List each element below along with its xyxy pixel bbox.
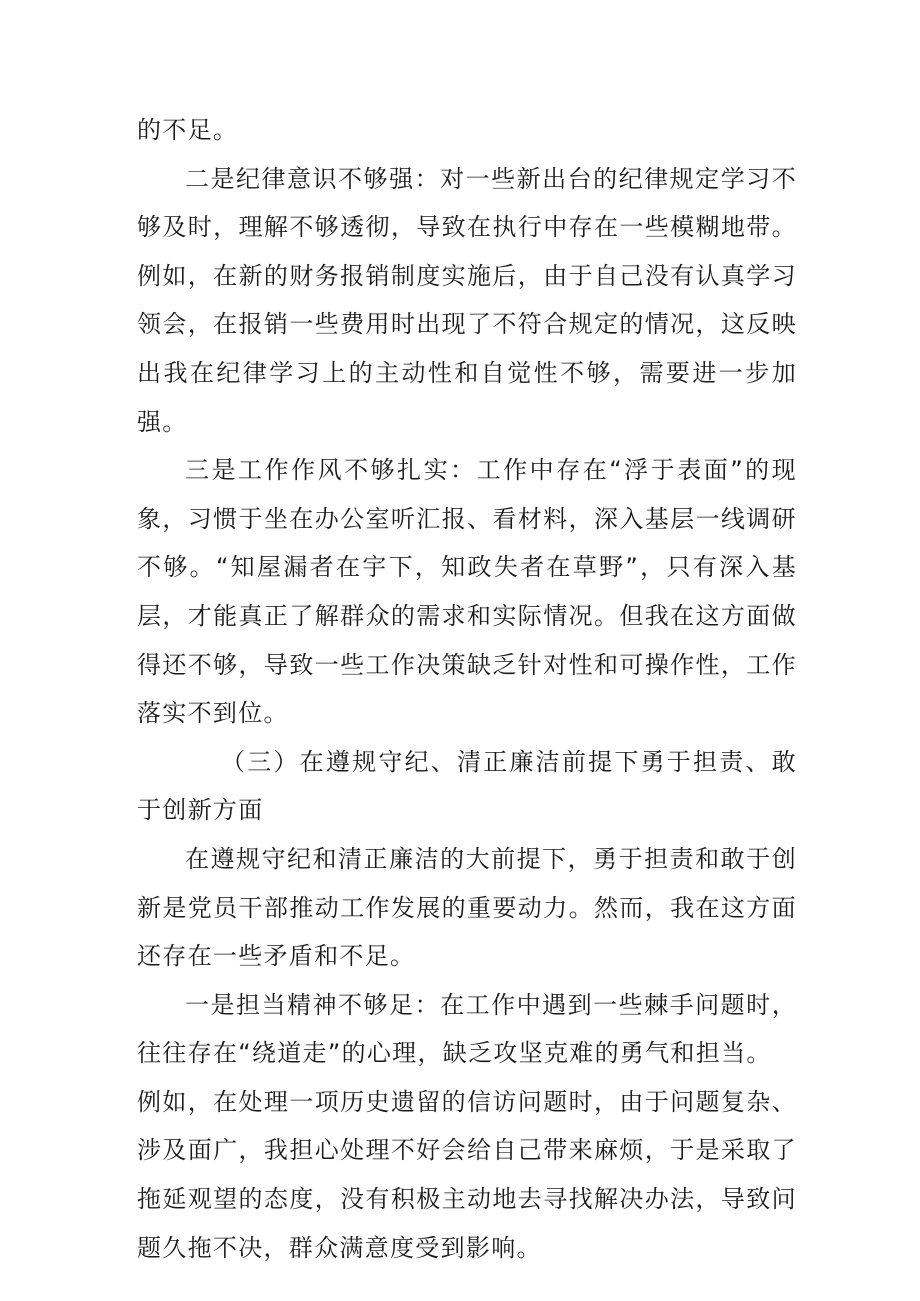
paragraph-responsibility: 一是担当精神不够足：在工作中遇到一些棘手问题时，往往存在“绕道走”的心理，缺乏攻坚克难的勇气和担当。 xyxy=(137,990,797,1068)
paragraph-continuation: 的不足。 xyxy=(137,116,239,144)
section-heading-three: （三）在遵规守纪、清正廉洁前提下勇于担责、敢于创新方面 xyxy=(137,747,797,825)
paragraph-discipline-awareness: 二是纪律意识不够强：对一些新出台的纪律规定学习不够及时，理解不够透彻，导致在执行中存在一些模糊地带。例如，在新的财务报销制度实施后，由于自己没有认真学习领会，在报销一些费用时出现了不符合规定的情况，这反映出我在纪律学习上的主动性和自觉性不够，需要进一步加强。 xyxy=(137,164,797,436)
document-body xyxy=(137,106,797,1272)
paragraph-section-intro: 在遵规守纪和清正廉洁的大前提下，勇于担责和敢于创新是党员干部推动工作发展的重要动力。然而，我在这方面还存在一些矛盾和不足。 xyxy=(137,844,797,971)
paragraph-example: 例如，在处理一项历史遗留的信访问题时，由于问题复杂、涉及面广，我担心处理不好会给自己带来麻烦，于是采取了拖延观望的态度，没有积极主动地去寻找解决办法，导致问题久拖不决，群众满意度受到影响。 xyxy=(137,1087,797,1262)
paragraph-work-style: 三是工作作风不够扎实：工作中存在“浮于表面”的现象，习惯于坐在办公室听汇报、看材料，深入基层一线调研不够。“知屋漏者在宇下，知政失者在草野”，只有深入基层，才能真正了解群众的需求和实际情况。但我在这方面做得还不够，导致一些工作决策缺乏针对性和可操作性，工作落实不到位。 xyxy=(137,456,797,728)
